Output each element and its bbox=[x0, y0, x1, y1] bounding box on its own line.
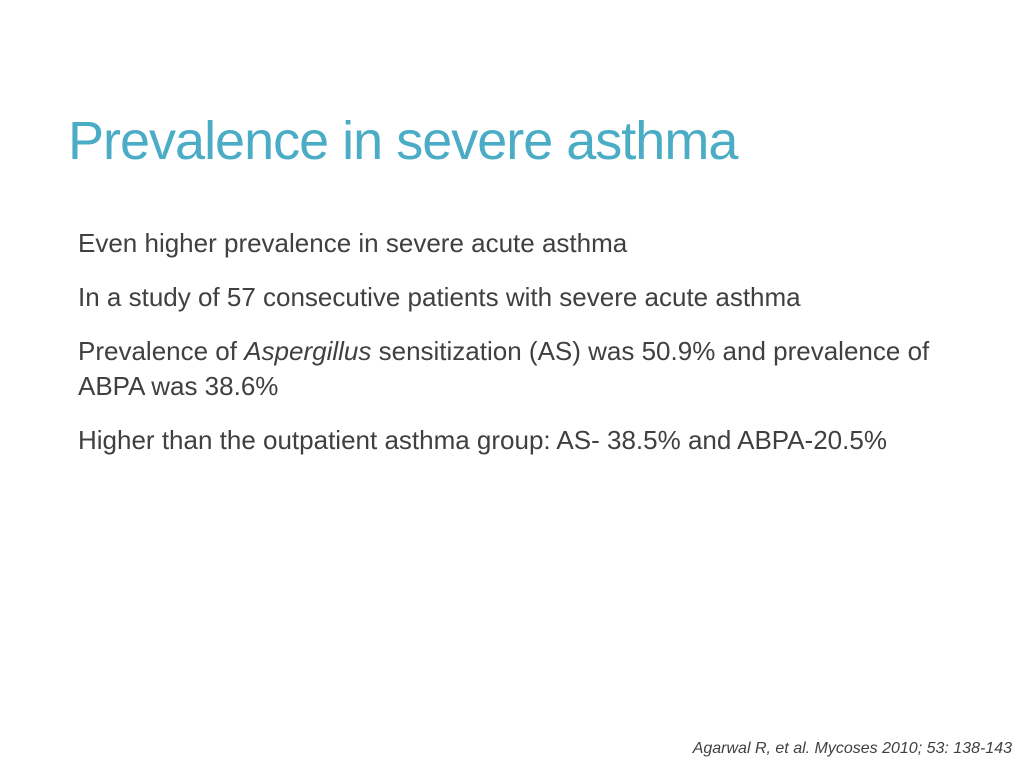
bullet-item bbox=[78, 334, 958, 404]
slide-title: Prevalence in severe asthma bbox=[68, 111, 738, 171]
citation: Agarwal R, et al. Mycoses 2010; 53: 138-143 bbox=[692, 740, 1012, 757]
organism-name: Aspergillus bbox=[244, 336, 372, 366]
bullet-text: Prevalence of bbox=[78, 336, 245, 366]
bullet-text: sensitization (AS) was 50.9% and prevalence of ABPA was 38.6% bbox=[78, 336, 930, 401]
bullet-item: Even higher prevalence in severe acute asthma bbox=[78, 228, 628, 258]
bullet-item: In a study of 57 consecutive patients with severe acute asthma bbox=[78, 282, 801, 312]
bullet-item: Higher than the outpatient asthma group: AS- 38.5% and ABPA-20.5% bbox=[78, 425, 887, 455]
bullet-list bbox=[78, 226, 958, 477]
